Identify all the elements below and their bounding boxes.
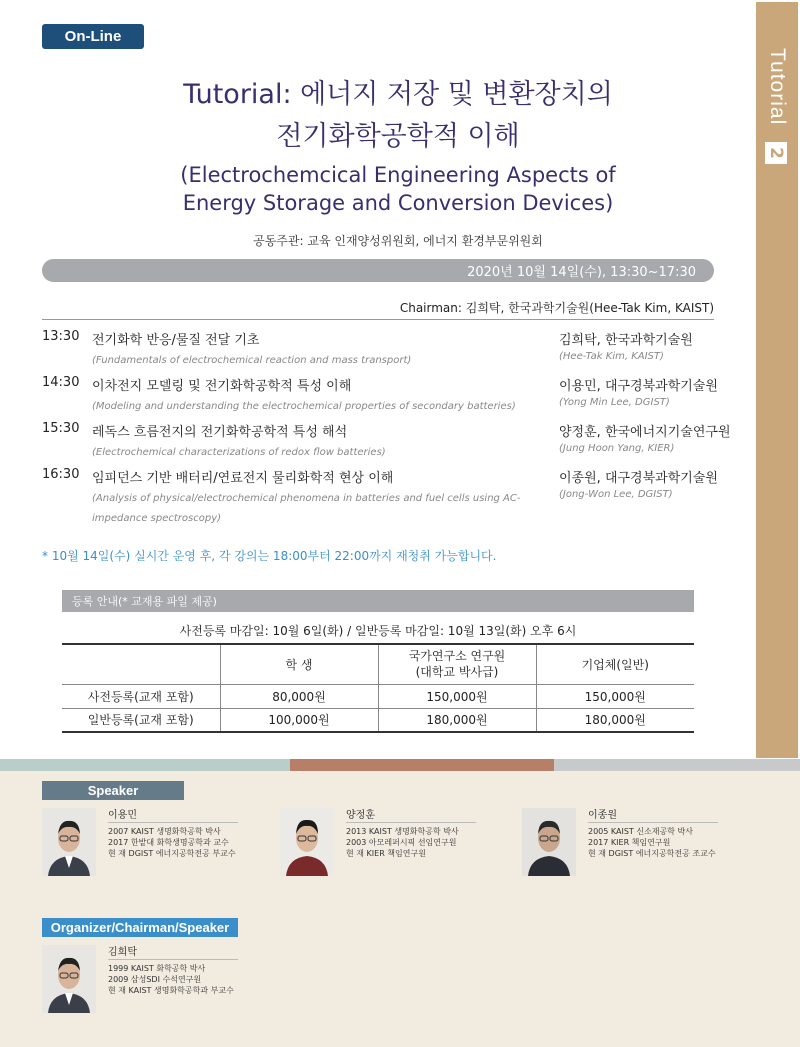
cohost-text: 공동주관: 교육 인재양성위원회, 에너지 환경부문위원회	[253, 234, 543, 248]
session-title: 레독스 흐름전지의 전기화학공학적 특성 해석	[92, 425, 348, 440]
person-avatar-icon	[522, 808, 576, 876]
organizer-photo	[42, 945, 96, 1013]
fee-cell: 100,000원	[220, 708, 378, 732]
fee-cell: 80,000원	[220, 684, 378, 708]
organizer-name: 김희탁	[108, 947, 137, 958]
session-time: 14:30	[42, 375, 80, 390]
registration-deadline: 사전등록 마감일: 10월 6일(화) / 일반등록 마감일: 10월 13일(화) 오후 6시	[179, 624, 577, 638]
chairman-text: Chairman: 김희탁, 한국과학기술원(Hee-Tak Kim, KAIST)	[399, 301, 714, 315]
fee-table	[62, 643, 694, 733]
online-badge: On-Line	[42, 24, 144, 49]
fee-cell: 150,000원	[378, 684, 536, 708]
speaker-bio: 2007 KAIST 생명화학공학 박사 2017 한밭대 화학생명공학과 교수 현 재 DGIST 에너지공학전공 부교수	[108, 827, 236, 858]
speaker-bio: 2005 KAIST 신소재공학 박사 2017 KIER 책임연구원 현 재 DGIST 에너지공학전공 조교수	[588, 827, 716, 858]
fee-cell: 150,000원	[536, 684, 694, 708]
person-avatar-icon	[42, 808, 96, 876]
speaker-name: 양정훈	[346, 810, 375, 821]
session-speaker-en: (Jung Hoon Yang, KIER)	[559, 443, 675, 454]
session-subtitle: (Fundamentals of electrochemical reaction and mass transport)	[92, 355, 412, 366]
session-subtitle: (Analysis of physical/electrochemical phenomena in batteries and fuel cells using AC-impedance spectroscopy)	[92, 493, 521, 524]
session-speaker: 김희탁, 한국과학기술원	[559, 333, 693, 348]
side-tab-number: 2	[765, 142, 787, 164]
speaker-section-label: Speaker	[42, 781, 184, 800]
organizer-section-label: Organizer/Chairman/Speaker	[42, 918, 238, 937]
table-row	[62, 708, 694, 732]
fee-header-cell: 기업체(일반)	[536, 644, 694, 684]
table-row	[62, 684, 694, 708]
session-speaker: 이종원, 대구경북과학기술원	[559, 471, 718, 486]
organizer-bio: 1999 KAIST 화학공학 박사 2009 삼성SDI 수석연구원 현 재 KAIST 생명화학공학과 부교수	[108, 964, 234, 995]
registration-bar	[62, 590, 694, 612]
session-title: 이차전지 모델링 및 전기화학공학적 특성 이해	[92, 379, 352, 394]
speaker-photo	[42, 808, 96, 876]
side-tab-label: Tutorial	[766, 48, 789, 126]
session-title: 전기화학 반응/물질 전달 기초	[92, 333, 260, 348]
session-speaker-en: (Hee-Tak Kim, KAIST)	[559, 351, 664, 362]
speaker-photo	[522, 808, 576, 876]
replay-notice: * 10월 14일(수) 실시간 운영 후, 각 강의는 18:00부터 22:00까지 재청취 가능합니다.	[42, 549, 497, 563]
person-avatar-icon	[280, 808, 334, 876]
fee-header-cell	[62, 644, 220, 684]
speaker-name: 이용민	[108, 810, 137, 821]
fee-cell: 180,000원	[536, 708, 694, 732]
stripe-left	[0, 759, 290, 771]
session-time: 13:30	[42, 329, 80, 344]
session-speaker-en: (Yong Min Lee, DGIST)	[559, 397, 670, 408]
registration-bar-label: 등록 안내(* 교재용 파일 제공)	[72, 595, 217, 608]
fee-table-header	[62, 644, 694, 684]
fee-header-cell: 국가연구소 연구원 (대학교 박사급)	[378, 644, 536, 684]
date-text: 2020년 10월 14일(수), 13:30~17:30	[467, 265, 696, 280]
speaker-name: 이종원	[588, 810, 617, 821]
session-speaker: 양정훈, 한국에너지기술연구원	[559, 425, 731, 440]
session-subtitle: (Modeling and understanding the electrochemical properties of secondary batteries)	[92, 401, 516, 412]
fee-header-cell: 학 생	[220, 644, 378, 684]
title-line-2: 전기화학공학적 이해	[276, 121, 520, 152]
title-line-1: Tutorial: 에너지 저장 및 변환장치의	[183, 79, 613, 110]
fee-cell: 일반등록(교재 포함)	[62, 708, 220, 732]
session-speaker-en: (Jong-Won Lee, DGIST)	[559, 489, 673, 500]
date-bar	[42, 259, 714, 282]
speaker-photo	[280, 808, 334, 876]
stripe-right	[554, 759, 800, 771]
session-time: 16:30	[42, 467, 80, 482]
side-tab	[756, 2, 798, 758]
session-subtitle: (Electrochemical characterizations of redox flow batteries)	[92, 447, 386, 458]
title-line-3: (Electrochemcical Engineering Aspects of	[180, 163, 616, 187]
session-title: 임피던스 기반 배터리/연료전지 물리화학적 현상 이해	[92, 471, 394, 486]
speaker-bio: 2013 KAIST 생명화학공학 박사 2003 아모레퍼시픽 선임연구원 현 재 KIER 책임연구원	[346, 827, 459, 858]
title-line-4: Energy Storage and Conversion Devices)	[182, 191, 614, 215]
stripe-mid	[290, 759, 554, 771]
session-speaker: 이용민, 대구경북과학기술원	[559, 379, 718, 394]
person-avatar-icon	[42, 945, 96, 1013]
fee-cell: 180,000원	[378, 708, 536, 732]
session-time: 15:30	[42, 421, 80, 436]
divider	[42, 319, 714, 320]
fee-cell: 사전등록(교재 포함)	[62, 684, 220, 708]
